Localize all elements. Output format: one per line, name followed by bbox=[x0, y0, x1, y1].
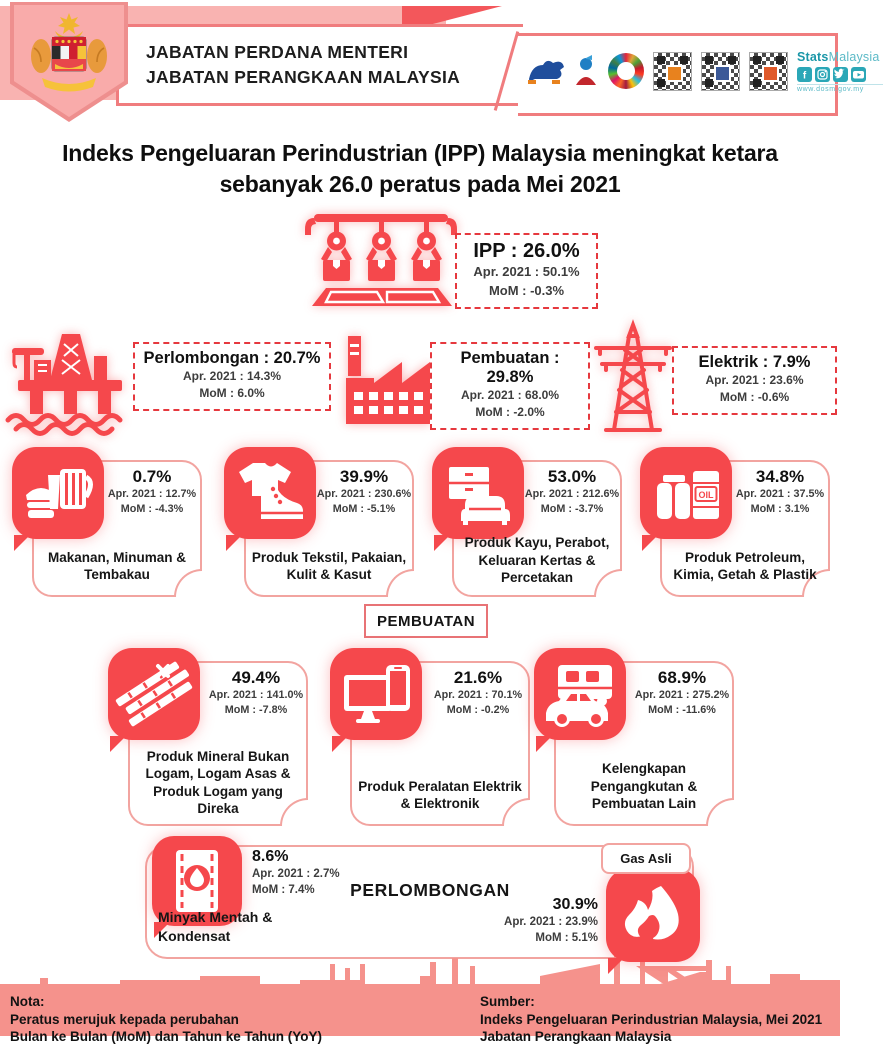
page-title-line-2: sebanyak 26.0 peratus pada Mei 2021 bbox=[219, 171, 621, 198]
page-title-line-1: Indeks Pengeluaran Perindustrian (IPP) Malaysia meningkat ketara bbox=[62, 140, 778, 166]
gas-flame-icon bbox=[606, 868, 700, 962]
pct-value: 21.6% bbox=[453, 668, 503, 687]
qr-code-1 bbox=[653, 52, 692, 91]
footer-note-line-2: Bulan ke Bulan (MoM) dan Tahun ke Tahun (YoY) bbox=[10, 1029, 322, 1045]
page-title bbox=[0, 138, 840, 200]
qr-code-3 bbox=[749, 52, 788, 91]
card-wood-furniture bbox=[432, 447, 622, 597]
department-line-2: JABATAN PERANGKAAN MALAYSIA bbox=[146, 67, 461, 88]
footer-source-title: Sumber: bbox=[480, 994, 535, 1009]
card-electronics-stats bbox=[428, 668, 528, 718]
apr-value: Apr. 2021 : 212.6% bbox=[524, 488, 620, 500]
qr-code-3-center bbox=[762, 65, 779, 82]
sdg-wheel-logo bbox=[608, 53, 644, 89]
mom-value: MoM : -5.1% bbox=[332, 503, 396, 516]
card-transport-name: Kelengkapan Pengangkutan & Pembuatan Lain bbox=[590, 761, 698, 812]
manufacturing-sector-apr: Apr. 2021 : 68.0% bbox=[460, 388, 560, 402]
transport-vehicles-icon bbox=[534, 648, 626, 740]
mom-value: MoM : 3.1% bbox=[750, 503, 810, 516]
pct-value: 39.9% bbox=[339, 467, 389, 486]
department-line-1: JABATAN PERDANA MENTERI bbox=[146, 42, 409, 62]
footer-note-title: Nota: bbox=[10, 994, 45, 1009]
ipp-apr: Apr. 2021 : 50.1% bbox=[473, 264, 580, 279]
factory-icon bbox=[338, 330, 436, 430]
mom-value: MoM : -4.3% bbox=[120, 503, 184, 516]
pct-value: 68.9% bbox=[657, 668, 707, 687]
mom-value: MoM : -0.2% bbox=[446, 704, 510, 717]
stats-malaysia-brand bbox=[797, 50, 883, 93]
footer-note-line-1: Peratus merujuk kepada perubahan bbox=[10, 1011, 239, 1027]
natural-gas-stats bbox=[462, 896, 598, 946]
card-wood-furniture-name: Produk Kayu, Perabot, Keluaran Kertas & Percetakan bbox=[464, 535, 610, 586]
transmission-tower-icon bbox=[590, 320, 676, 434]
card-electronics-name: Produk Peralatan Elektrik & Elektronik bbox=[358, 778, 522, 812]
card-petroleum-name: Produk Petroleum, Kimia, Getah & Plastik bbox=[673, 549, 817, 583]
textile-footwear-icon bbox=[224, 447, 316, 539]
pct-value: 49.4% bbox=[231, 668, 281, 687]
card-petroleum bbox=[640, 447, 830, 597]
gas-mom: MoM : 5.1% bbox=[535, 932, 598, 945]
electricity-sector-box bbox=[672, 346, 837, 415]
svg-text:f: f bbox=[802, 70, 807, 81]
manufacturing-sector-value: Pembuatan : 29.8% bbox=[460, 349, 560, 386]
mom-value: MoM : -11.6% bbox=[648, 704, 716, 717]
card-metal-mineral bbox=[108, 648, 308, 826]
card-wood-furniture-stats bbox=[524, 467, 620, 517]
card-metal-mineral-name: Produk Mineral Bukan Logam, Logam Asas & Produk Logam yang Direka bbox=[145, 748, 291, 817]
gas-apr: Apr. 2021 : 23.9% bbox=[504, 916, 598, 928]
pct-value: 34.8% bbox=[755, 467, 805, 486]
footer-source-line-1: Indeks Pengeluaran Perindustrian Malaysia, Mei 2021 bbox=[480, 1011, 823, 1027]
instagram-icon bbox=[815, 67, 830, 82]
ipp-mom: MoM : -0.3% bbox=[488, 282, 565, 298]
ipp-value: IPP : 26.0% bbox=[473, 240, 580, 262]
header-logo-row bbox=[524, 42, 880, 100]
gas-pct: 30.9% bbox=[552, 896, 598, 913]
apr-value: Apr. 2021 : 12.7% bbox=[107, 488, 197, 500]
card-textile-name: Produk Tekstil, Pakaian, Kulit & Kasut bbox=[251, 549, 407, 583]
card-electronics bbox=[330, 648, 530, 826]
mom-value: MoM : -7.8% bbox=[224, 704, 288, 717]
dosm-url: www.dosm.gov.my bbox=[797, 84, 883, 93]
mining-sector-value: Perlombongan : 20.7% bbox=[143, 349, 321, 367]
card-transport bbox=[534, 648, 734, 826]
mom-value: MoM : -3.7% bbox=[540, 503, 604, 516]
apr-value: Apr. 2021 : 230.6% bbox=[316, 488, 412, 500]
social-icon-row bbox=[797, 67, 883, 82]
card-food-beverage-name: Makanan, Minuman & Tembakau bbox=[47, 549, 187, 583]
stats-malaysia-wordmark bbox=[797, 50, 883, 64]
oil-label: OIL bbox=[698, 490, 714, 500]
gas-asli-label-text: Gas Asli bbox=[620, 851, 672, 866]
furniture-icon bbox=[432, 447, 524, 539]
card-food-beverage bbox=[12, 447, 202, 597]
malaysia-coat-of-arms-icon bbox=[28, 12, 110, 104]
pct-value: 53.0% bbox=[547, 467, 597, 486]
pembuatan-label-text: PEMBUATAN bbox=[376, 612, 476, 630]
assembly-machine-icon bbox=[298, 208, 466, 322]
crude-apr: Apr. 2021 : 2.7% bbox=[252, 868, 340, 880]
card-metal-mineral-stats bbox=[206, 668, 306, 718]
petroleum-barrels-icon bbox=[640, 447, 732, 539]
apr-value: Apr. 2021 : 37.5% bbox=[735, 488, 825, 500]
pembuatan-section-label bbox=[364, 604, 488, 638]
mining-sector-mom: MoM : 6.0% bbox=[199, 386, 265, 401]
card-petroleum-stats bbox=[732, 467, 828, 517]
electricity-sector-mom: MoM : -0.6% bbox=[719, 390, 790, 405]
department-title bbox=[146, 40, 460, 91]
qr-code-2-facebook bbox=[701, 52, 740, 91]
card-food-beverage-stats bbox=[104, 467, 200, 517]
govt-agency-logo bbox=[524, 56, 564, 86]
youtube-icon bbox=[851, 67, 866, 82]
electricity-sector-value: Elektrik : 7.9% bbox=[698, 353, 811, 371]
pct-value: 0.7% bbox=[132, 467, 172, 486]
facebook-icon bbox=[797, 67, 812, 82]
manufacturing-sector-mom: MoM : -2.0% bbox=[475, 405, 545, 420]
gas-asli-label bbox=[601, 843, 691, 874]
card-transport-stats bbox=[632, 668, 732, 718]
apr-value: Apr. 2021 : 70.1% bbox=[433, 689, 523, 701]
crude-oil-name: Minyak Mentah & Kondensat bbox=[158, 909, 273, 944]
electricity-sector-apr: Apr. 2021 : 23.6% bbox=[705, 373, 804, 387]
crude-pct: 8.6% bbox=[252, 848, 289, 865]
card-textile bbox=[224, 447, 414, 597]
card-textile-stats bbox=[316, 467, 412, 517]
oil-rig-icon bbox=[2, 326, 138, 434]
mining-sector-apr: Apr. 2021 : 14.3% bbox=[182, 369, 282, 383]
apr-value: Apr. 2021 : 275.2% bbox=[634, 689, 730, 701]
perlombongan-section-label: PERLOMBONGAN bbox=[350, 880, 510, 900]
crude-mom: MoM : 7.4% bbox=[252, 884, 315, 897]
statistics-event-logo bbox=[573, 55, 599, 87]
manufacturing-sector-box bbox=[430, 342, 590, 430]
food-beverage-icon bbox=[12, 447, 104, 539]
footer-source-line-2: Jabatan Perangkaan Malaysia bbox=[480, 1029, 672, 1045]
stats-wordmark-light: Malaysia bbox=[828, 49, 880, 64]
footer-note bbox=[10, 993, 322, 1046]
apr-value: Apr. 2021 : 141.0% bbox=[208, 689, 304, 701]
ipp-stat-box bbox=[455, 233, 598, 309]
steel-beams-icon bbox=[108, 648, 200, 740]
twitter-icon bbox=[833, 67, 848, 82]
qr-code-1-center bbox=[666, 65, 683, 82]
electronics-devices-icon bbox=[330, 648, 422, 740]
mining-sector-box bbox=[133, 342, 331, 411]
stats-wordmark-bold: Stats bbox=[797, 49, 829, 64]
qr-code-2-center bbox=[714, 65, 731, 82]
footer-source bbox=[480, 993, 822, 1046]
